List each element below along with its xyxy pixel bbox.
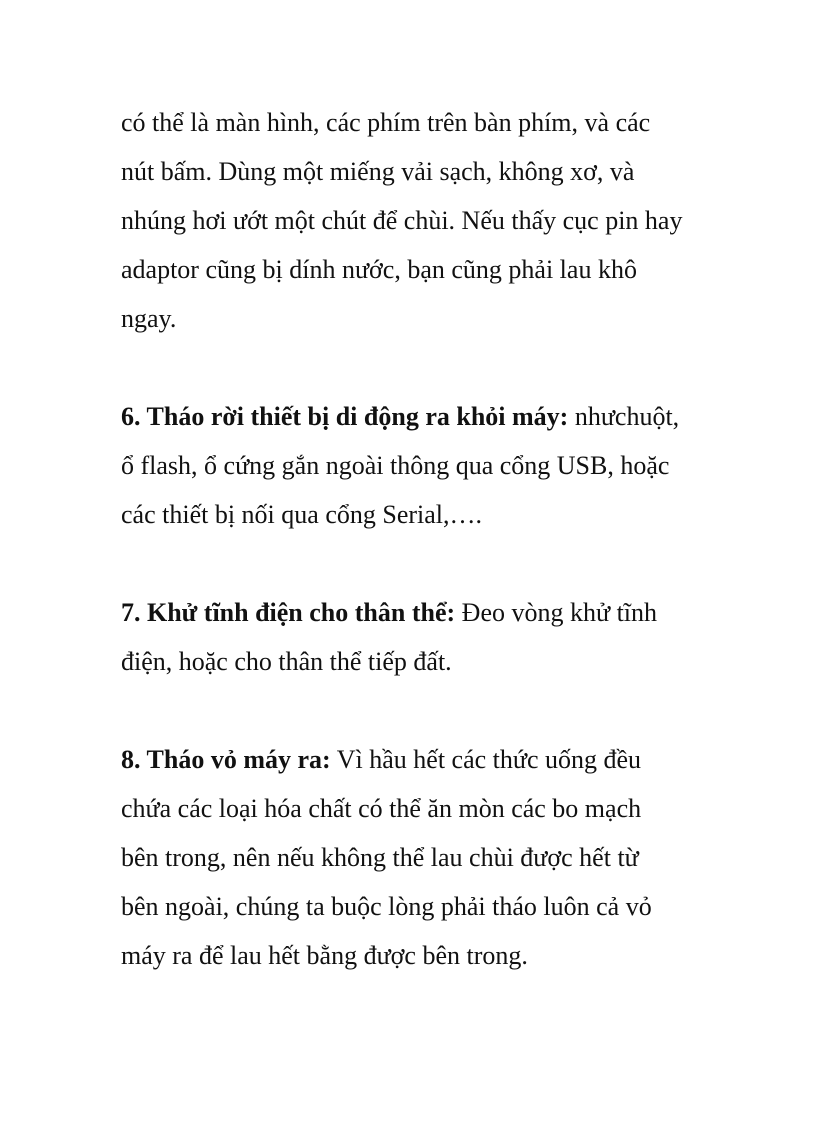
step-8-paragraph bbox=[121, 735, 721, 980]
document-page bbox=[121, 98, 721, 980]
step-8-heading: 8. Tháo vỏ máy ra: bbox=[121, 745, 331, 774]
step-6-first-line bbox=[121, 392, 721, 441]
paragraph-spacer bbox=[121, 343, 721, 392]
step-7-line: điện, hoặc cho thân thể tiếp đất. bbox=[121, 647, 452, 676]
step-8-text: Vì hầu hết các thức uống đều bbox=[330, 745, 642, 774]
step-6-line: ổ flash, ổ cứng gắn ngoài thông qua cổng USB, hoặc bbox=[121, 451, 670, 480]
step-8-line: bên trong, nên nếu không thể lau chùi được hết từ bbox=[121, 843, 639, 872]
step-6-heading: 6. Tháo rời thiết bị di động ra khỏi máy: bbox=[121, 402, 569, 431]
step-8-line: chứa các loại hóa chất có thể ăn mòn các bo mạch bbox=[121, 794, 642, 823]
step-6-line: các thiết bị nối qua cổng Serial,…. bbox=[121, 500, 483, 529]
step-7-paragraph bbox=[121, 588, 721, 686]
step-8-line: máy ra để lau hết bằng được bên trong. bbox=[121, 941, 528, 970]
intro-line: adaptor cũng bị dính nước, bạn cũng phải lau khô bbox=[121, 255, 637, 284]
intro-line: nhúng hơi ướt một chút để chùi. Nếu thấy cục pin hay bbox=[121, 206, 683, 235]
paragraph-spacer bbox=[121, 686, 721, 735]
step-8-line: bên ngoài, chúng ta buộc lòng phải tháo luôn cả vỏ bbox=[121, 892, 652, 921]
intro-paragraph bbox=[121, 98, 721, 343]
intro-line: nút bấm. Dùng một miếng vải sạch, không xơ, và bbox=[121, 157, 635, 186]
intro-line: có thể là màn hình, các phím trên bàn phím, và các bbox=[121, 108, 651, 137]
intro-line: ngay. bbox=[121, 304, 177, 333]
step-8-first-line bbox=[121, 735, 721, 784]
step-6-paragraph bbox=[121, 392, 721, 539]
step-7-heading: 7. Khử tĩnh điện cho thân thể: bbox=[121, 598, 456, 627]
step-6-text: nhưchuột, bbox=[568, 402, 680, 431]
step-7-text: Đeo vòng khử tĩnh bbox=[455, 598, 658, 627]
paragraph-spacer bbox=[121, 539, 721, 588]
step-7-first-line bbox=[121, 588, 721, 637]
